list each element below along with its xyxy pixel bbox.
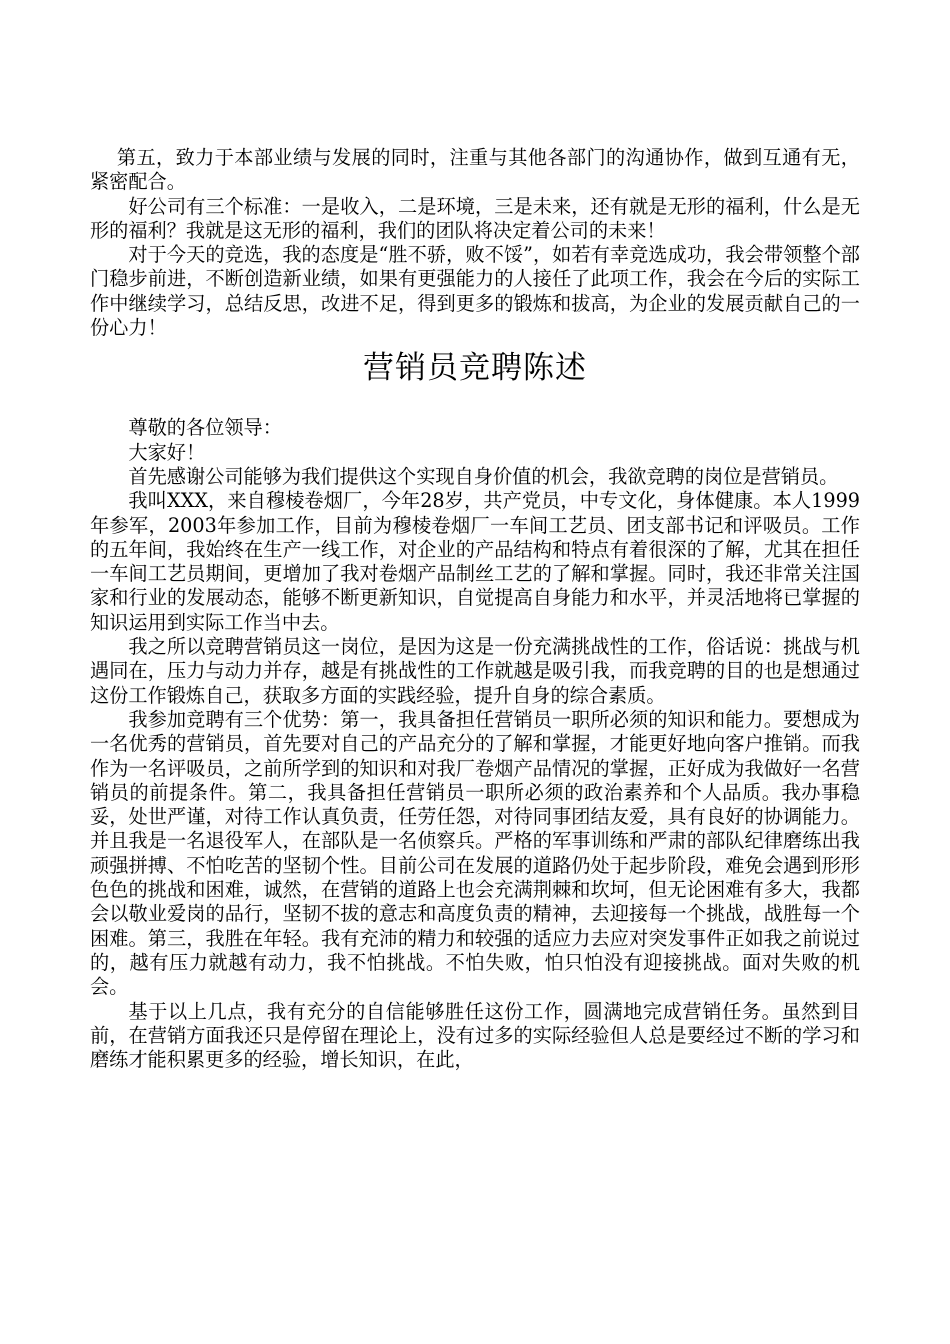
salutation: 尊敬的各位领导： [128, 416, 282, 440]
body-paragraph: 我参加竞聘有三个优势：第一，我具备担任营销员一职所必须的知识和能力。要想成为一名优秀的营销员，首先要对自己的产品充分的了解和掌握，才能更好地向客户推销。而我作为一名评吸员，之前所学到的知识和对我厂卷烟产品情况的掌握，正好成为我做好一名营销员的前提条件。第二，我具备担任营销员一职所必须的政治素养和个人品质。我办事稳妥，处世严谨，对待工作认真负责，任劳任怨，对待同事团结友爱，具有良好的协调能力。并且我是一名退役军人，在部队是一名侦察兵。严格的军事训练和严肃的部队纪律磨练出我顽强拼搏、不怕吃苦的坚韧个性。目前公司在发展的道路仍处于起步阶段，难免会遇到形形色色的挑战和困难，诚然，在营销的道路上也会充满荆棘和坎坷，但无论困难有多大，我都会以敬业爱岗的品行，坚韧不拔的意志和高度负责的精神，去迎接每一个挑战，战胜每一个困难。第三，我胜在年轻。我有充沛的精力和较强的适应力去应对突发事件正如我之前说过的，越有压力就越有动力，我不怕挑战。不怕失败，怕只怕没有迎接挑战。面对失败的机会。 [90, 707, 860, 999]
body-paragraph: 我叫XXX，来自穆棱卷烟厂，今年28岁，共产党员，中专文化，身体健康。本人1999年参军，2003年参加工作，目前为穆棱卷烟厂一车间工艺员、团支部书记和评吸员。工作的五年间，我始终在生产一线工作，对企业的产品结构和特点有着很深的了解，尤其在担任一车间工艺员期间，更增加了我对卷烟产品制丝工艺的了解和掌握。同时，我还非常关注国家和行业的发展动态，能够不断更新知识，自觉提高自身能力和水平，并灵活地将已掌握的知识运用到实际工作当中去。 [90, 489, 860, 634]
greeting: 大家好！ [128, 440, 206, 464]
body-paragraph: 我之所以竞聘营销员这一岗位，是因为这是一份充满挑战性的工作，俗话说：挑战与机遇同在，压力与动力并存，越是有挑战性的工作就越是吸引我，而我竞聘的目的也是想通过这份工作锻炼自己，获取多方面的实践经验，提升自身的综合素质。 [90, 635, 860, 707]
document-title: 营销员竞聘陈述 [363, 350, 587, 387]
intro-paragraph: 好公司有三个标准：一是收入，二是环境，三是未来，还有就是无形的福利，什么是无形的福利？我就是这无形的福利，我们的团队将决定着公司的未来！ [90, 194, 860, 242]
intro-paragraph: 对于今天的竞选，我的态度是“胜不骄，败不馁”，如若有幸竞选成功，我会带领整个部门稳步前进，不断创造新业绩，如果有更强能力的人接任了此项工作，我会在今后的实际工作中继续学习，总结反思，改进不足，得到更多的锻炼和拔高，为企业的发展贡献自己的一份心力！ [90, 243, 860, 340]
body-paragraph: 首先感谢公司能够为我们提供这个实现自身价值的机会，我欲竞聘的岗位是营销员。 [128, 464, 839, 488]
document-page [90, 146, 860, 1072]
intro-paragraph: 第五，致力于本部业绩与发展的同时，注重与其他各部门的沟通协作，做到互通有无，紧密配合。 [90, 146, 860, 194]
body-paragraph: 基于以上几点，我有充分的自信能够胜任这份工作，圆满地完成营销任务。虽然到目前，在营销方面我还只是停留在理论上，没有过多的实际经验但人总是要经过不断的学习和磨练才能积累更多的经验，增长知识，在此， [90, 999, 860, 1072]
